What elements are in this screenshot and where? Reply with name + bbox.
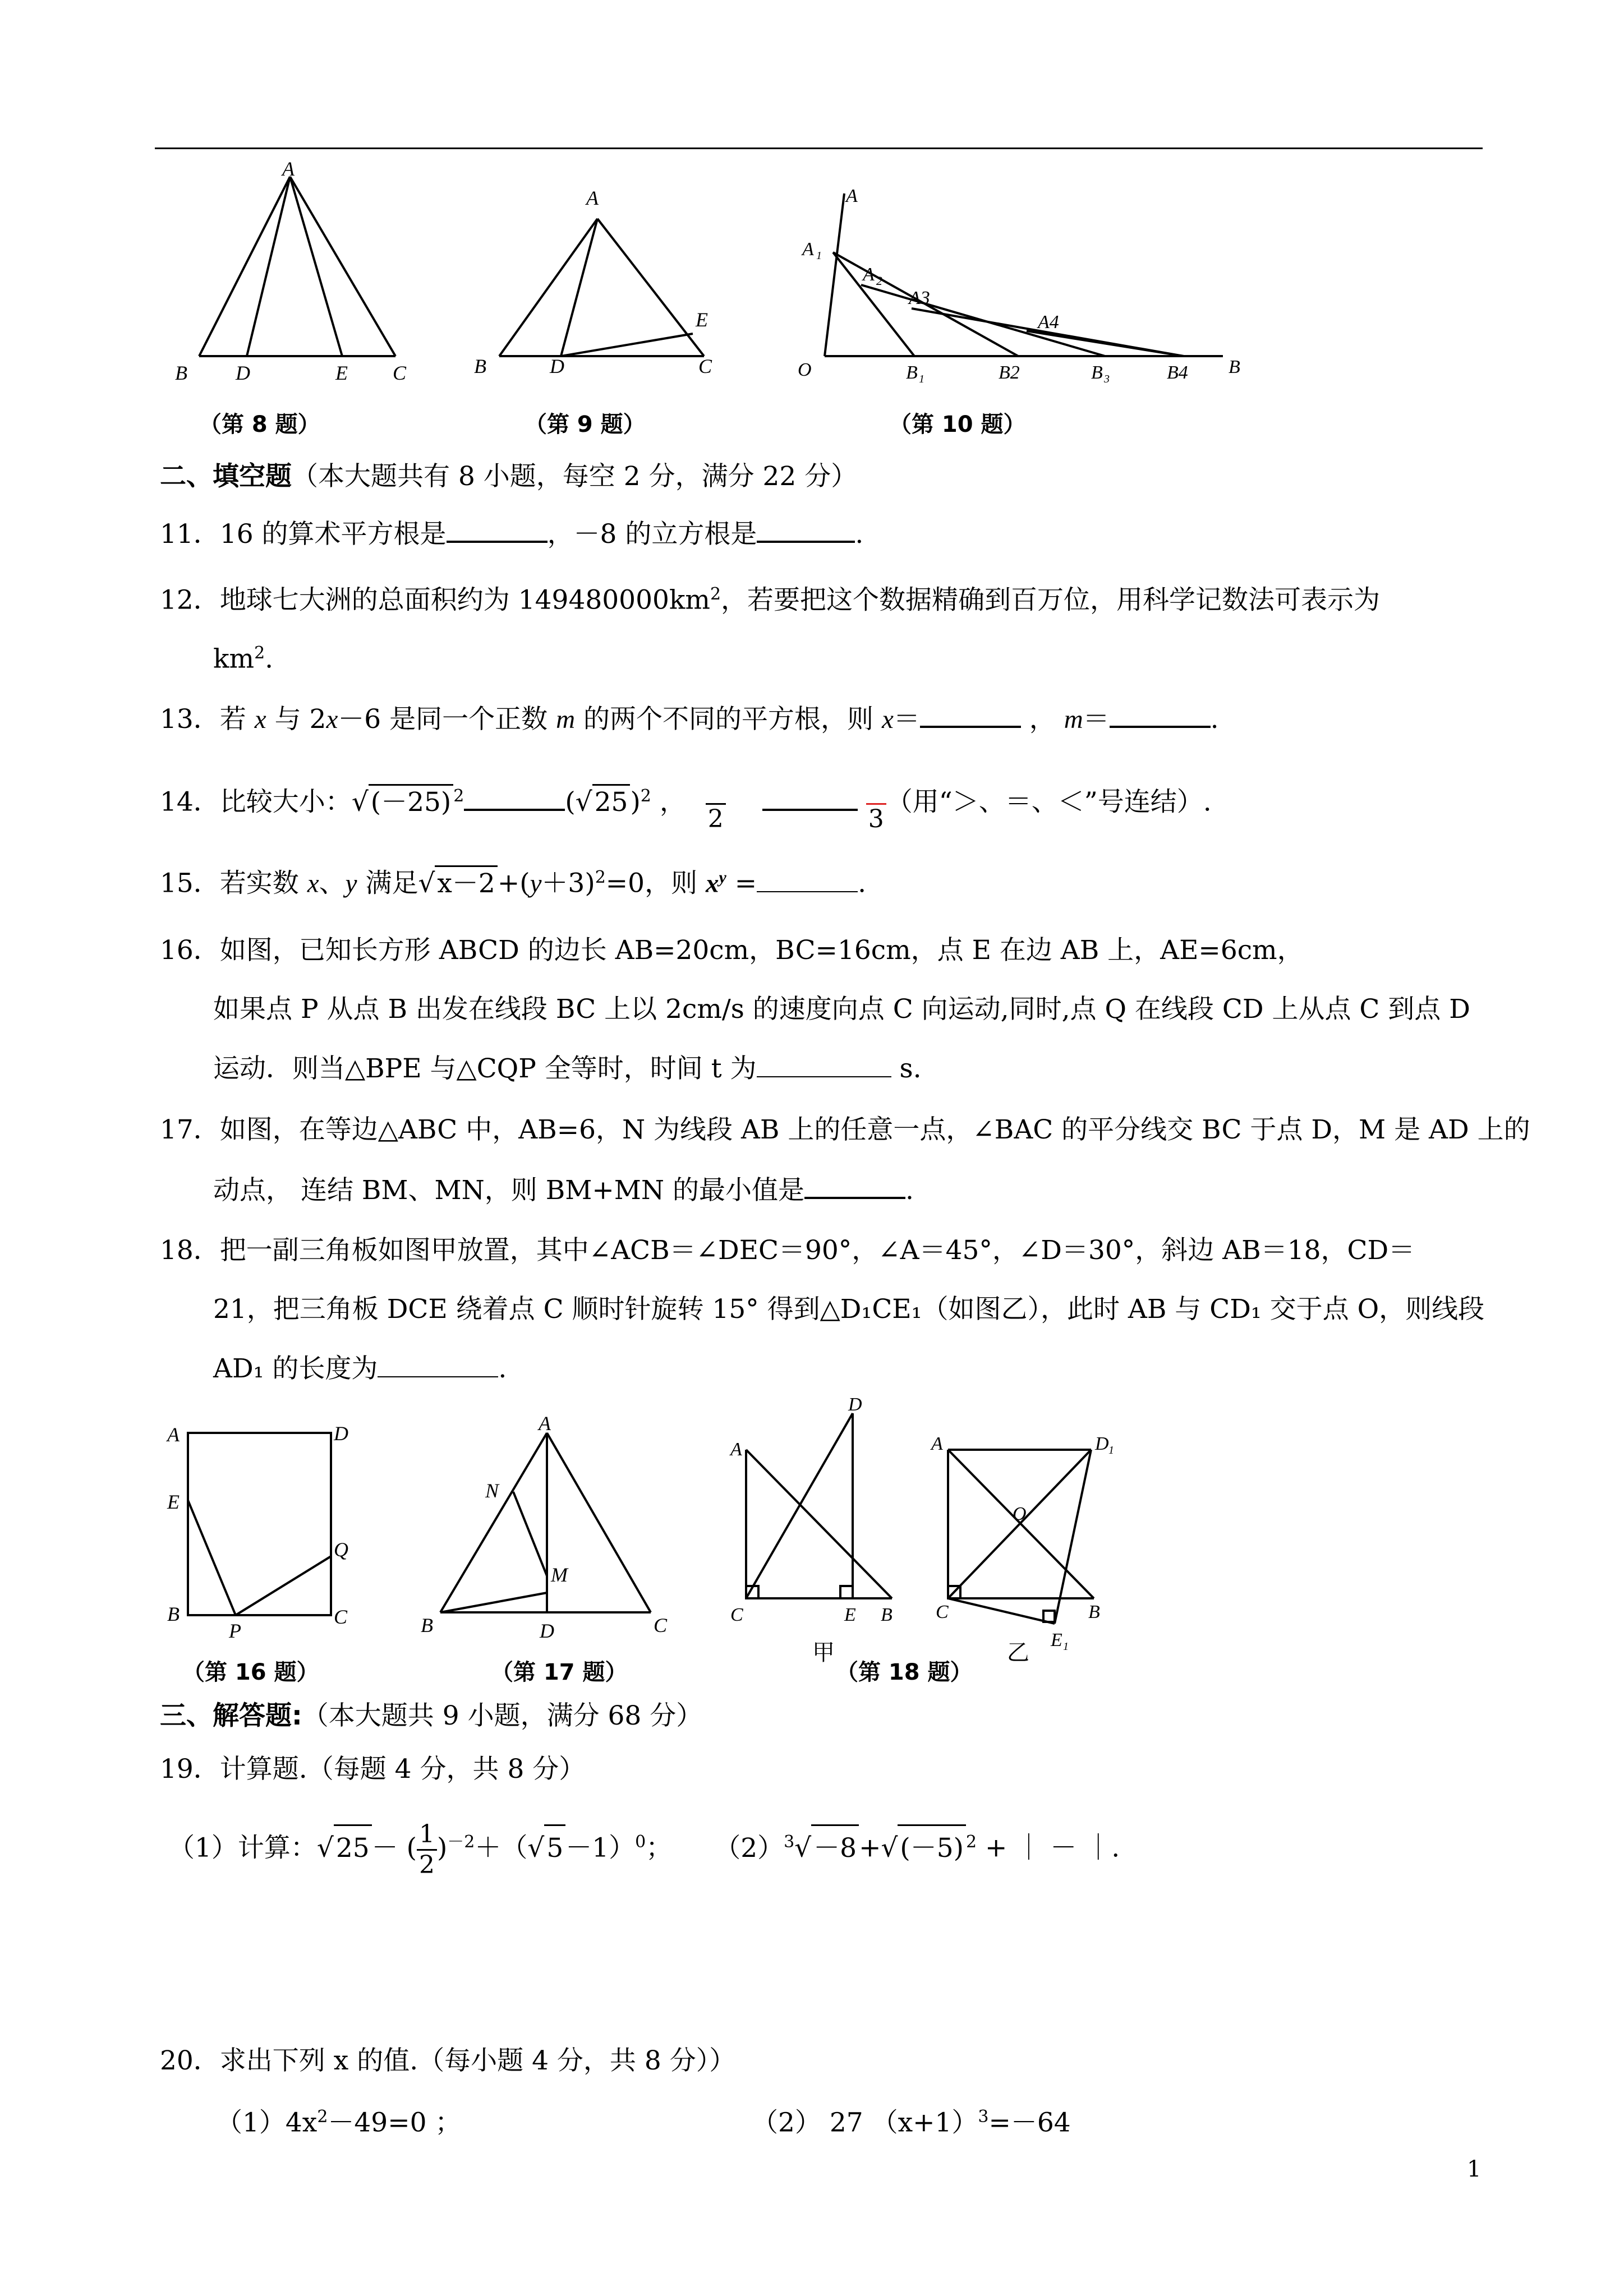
question-16-line2 — [213, 993, 1470, 1026]
q16-text-2: 如果点 P 从点 B 出发在线段 BC 上以 2cm/s 的速度向点 C 向运动,同时,点 Q 在线段 CD 上从点 C 到点 D — [213, 994, 1470, 1025]
svg-text:E: E — [167, 1491, 180, 1513]
svg-text:A4: A4 — [1038, 312, 1059, 333]
q19-text: + ｜ － ｜. — [977, 1832, 1120, 1864]
q18-text-3a: AD₁ 的长度为 — [213, 1353, 378, 1384]
figure-16 — [163, 1408, 376, 1643]
answer-blank[interactable] — [757, 1052, 891, 1077]
caption-fig18: （第 18 题） — [836, 1659, 973, 1685]
q18-text-3b: . — [498, 1353, 507, 1384]
svg-text:C: C — [936, 1602, 949, 1622]
answer-blank[interactable] — [757, 516, 855, 543]
question-12-line2 — [213, 637, 273, 676]
svg-text:C: C — [654, 1614, 668, 1636]
q14-radicand: 25 — [592, 784, 631, 819]
section3-heading — [160, 1699, 702, 1733]
caption-fig18-yi: 乙 — [1007, 1640, 1029, 1666]
q15-text: 若实数 — [219, 868, 307, 899]
question-16-line3 — [213, 1052, 922, 1086]
section3-title: 三、解答题: — [160, 1700, 302, 1731]
q14-text: ， — [651, 786, 686, 818]
svg-text:C: C — [393, 362, 407, 384]
q19-root-index: 3 — [784, 1832, 795, 1852]
q20-sup: 3 — [978, 2107, 989, 2127]
q13-text: . — [1210, 704, 1219, 735]
q15-number: 15． — [160, 868, 220, 899]
answer-blank[interactable] — [757, 866, 858, 892]
q12-sup: 2 — [710, 584, 721, 604]
question-14: 14．比较大小：√(－25) $^2$ $(√25)^2$ ， 2 3 （用“＞、＝、＜”号连结）. — [160, 774, 1212, 834]
q15-radicand: x－2 — [435, 865, 497, 901]
q17-text-2a: 动点， 连结 BM、MN，则 BM+MN 的最小值是 — [213, 1175, 804, 1206]
figure-9 — [471, 179, 740, 393]
question-20-part2 — [752, 2100, 1071, 2140]
q19-sup: 2 — [965, 1832, 977, 1852]
caption-fig9: （第 9 题） — [525, 412, 646, 437]
q12-number: 12． — [160, 584, 220, 616]
section2-heading — [160, 460, 857, 494]
q18-text-1: 把一副三角板如图甲放置，其中∠ACB＝∠DEC＝90°，∠A＝45°，∠D＝30°，斜边 AB＝18，CD＝ — [219, 1235, 1415, 1266]
q15-text: 满足 — [357, 868, 418, 899]
question-11 — [160, 516, 863, 551]
q18-number: 18． — [160, 1235, 220, 1266]
svg-text:E: E — [696, 308, 708, 331]
figure-18-yi — [920, 1424, 1122, 1660]
q12-text-1b: ，若要把这个数据精确到百万位，用科学记数法可表示为 — [721, 584, 1381, 616]
q19-radicand: (－5) — [898, 1824, 966, 1871]
q15-var: y — [530, 869, 542, 898]
q19-denominator: 2 — [418, 1851, 435, 1880]
q14-sup: 2 — [453, 786, 464, 806]
q19-text: －1） — [565, 1832, 636, 1864]
svg-text:Q: Q — [334, 1538, 348, 1561]
question-15: 15．若实数 x、y 满足$√x-2+(y+3)^2=0$，则 $x^y$ = . — [160, 861, 866, 901]
q14-number: 14． — [160, 786, 220, 818]
q16-number: 16． — [160, 935, 220, 966]
svg-text:B: B — [175, 362, 187, 384]
q13-text: ＝ — [893, 704, 920, 735]
answer-blank[interactable] — [447, 516, 548, 543]
svg-text:E: E — [844, 1605, 856, 1625]
answer-blank[interactable] — [1110, 701, 1211, 728]
svg-text:D: D — [236, 362, 250, 384]
svg-text:D: D — [550, 355, 564, 377]
question-17 — [160, 1113, 1530, 1147]
svg-text:B: B — [167, 1603, 180, 1625]
q11-text-b: ，－8 的立方根是 — [547, 519, 757, 550]
q15-base: x — [706, 869, 719, 898]
caption-fig8: （第 8 题） — [199, 412, 320, 437]
q12-text-2: km — [213, 643, 255, 675]
q14-sup: 2 — [640, 786, 651, 806]
svg-text:O: O — [1013, 1504, 1027, 1524]
svg-text:A3: A3 — [909, 288, 930, 308]
q13-var-m: m — [1064, 705, 1083, 734]
question-20-part1 — [216, 2100, 461, 2140]
q15-exponent: y — [719, 868, 726, 887]
q14-fraction-2 — [866, 774, 886, 834]
q19-part1-label: （1）计算： — [168, 1832, 317, 1864]
q17-number: 17． — [160, 1114, 220, 1145]
svg-text:A: A — [167, 1423, 180, 1446]
section3-note: （本大题共 9 小题，满分 68 分） — [302, 1700, 703, 1731]
svg-text:E: E — [335, 362, 348, 384]
q13-var-x: x — [881, 705, 894, 734]
answer-blank[interactable] — [378, 1352, 498, 1377]
q15-text: = — [726, 868, 757, 899]
q14-denominator: 3 — [868, 805, 884, 833]
q13-text: －6 是同一个正数 — [338, 704, 556, 735]
q20-text: 20．求出下列 x 的值.（每小题 4 分，共 8 分）） — [160, 2045, 736, 2076]
q11-number: 11． — [160, 519, 220, 550]
answer-blank[interactable] — [804, 1172, 905, 1199]
q13-var-x: x — [254, 705, 266, 734]
q16-text-3b: s. — [891, 1053, 922, 1084]
question-18-line2 — [213, 1293, 1484, 1326]
question-13 — [160, 701, 1219, 736]
svg-text:B: B — [906, 362, 918, 383]
svg-text:A: A — [863, 264, 875, 285]
question-18-line3 — [213, 1352, 507, 1386]
q15-text: . — [858, 868, 867, 899]
q19-radicand: 5 — [544, 1824, 565, 1871]
svg-text:D: D — [540, 1620, 554, 1642]
svg-text:D: D — [334, 1422, 348, 1445]
svg-text:B: B — [1229, 357, 1240, 377]
svg-text:C: C — [730, 1605, 743, 1625]
svg-text:A: A — [539, 1412, 551, 1435]
q19-sup: －2 — [447, 1832, 475, 1852]
svg-text:N: N — [485, 1479, 499, 1502]
q20-part2b: =－64 — [988, 2107, 1071, 2138]
q13-var-m: m — [556, 705, 576, 734]
q13-text: 若 — [219, 704, 255, 735]
q13-text: ， — [1020, 704, 1064, 735]
svg-text:E: E — [1051, 1630, 1062, 1650]
svg-text:D: D — [848, 1394, 862, 1415]
section2-note: （本大题共有 8 小题，每空 2 分，满分 22 分） — [292, 461, 858, 492]
q19-text: 19．计算题.（每题 4 分，共 8 分） — [160, 1754, 586, 1785]
header-rule — [155, 147, 1483, 149]
figure-10 — [780, 179, 1257, 393]
q13-var-x: x — [326, 705, 338, 734]
q15-sup: 2 — [595, 868, 606, 887]
svg-text:A: A — [846, 186, 858, 206]
svg-text:B4: B4 — [1167, 362, 1188, 383]
q15-var: x — [307, 869, 319, 898]
section2-title: 二、填空题 — [160, 461, 292, 492]
q14-text: ) — [630, 786, 641, 818]
svg-text:P: P — [229, 1620, 241, 1642]
q19-text: + — [859, 1832, 881, 1864]
answer-blank[interactable] — [920, 701, 1021, 728]
svg-text:B: B — [1088, 1602, 1100, 1622]
svg-text:B: B — [474, 355, 486, 377]
q19-radicand: 25 — [334, 1824, 372, 1871]
q19-text: ＋（ — [475, 1832, 528, 1864]
q13-text: ＝ — [1083, 704, 1110, 735]
svg-text:1: 1 — [1063, 1640, 1069, 1653]
q13-text: 的两个不同的平方根，则 — [575, 704, 882, 735]
page-number: 1 — [1467, 2156, 1482, 2182]
svg-text:M: M — [551, 1564, 568, 1586]
svg-text:A: A — [282, 158, 295, 180]
svg-text:D: D — [1095, 1433, 1109, 1454]
caption-fig10: （第 10 题） — [889, 412, 1026, 437]
svg-text:A: A — [931, 1433, 943, 1454]
answer-blank[interactable] — [464, 784, 565, 811]
q13-text: 与 2 — [266, 704, 326, 735]
figure-18-jia — [718, 1396, 909, 1654]
svg-text:B2: B2 — [999, 362, 1020, 383]
q15-text: ＋3) — [541, 868, 595, 899]
svg-text:B: B — [421, 1614, 433, 1636]
svg-text:1: 1 — [919, 373, 924, 385]
q14-text: ( — [565, 786, 576, 818]
caption-fig16: （第 16 题） — [182, 1659, 319, 1685]
q19-radicand: －8 — [811, 1824, 859, 1871]
q18-text-2: 21，把三角板 DCE 绕着点 C 顺时针旋转 15° 得到△D₁CE₁（如图乙），此时 AB 与 CD₁ 交于点 O，则线段 — [213, 1294, 1485, 1325]
q19-text: ) — [436, 1832, 448, 1864]
q15-var: y — [345, 869, 357, 898]
question-19 — [160, 1753, 585, 1786]
q11-text-c: . — [855, 519, 864, 550]
q14-text: 比较大小： — [219, 786, 352, 818]
svg-text:A: A — [586, 187, 599, 209]
svg-text:B: B — [1091, 362, 1103, 383]
question-18 — [160, 1234, 1415, 1267]
svg-text:O: O — [798, 359, 812, 380]
q16-text-1: 如图，已知长方形 ABCD 的边长 AB=20cm，BC=16cm，点 E 在边 AB 上，AE=6cm， — [219, 935, 1304, 966]
question-16 — [160, 934, 1304, 967]
q19-text: ； — [646, 1832, 673, 1864]
question-17-line2 — [213, 1172, 914, 1207]
q19-sup: 0 — [635, 1832, 646, 1852]
caption-fig17: （第 17 题） — [491, 1659, 628, 1685]
q15-text: +( — [497, 868, 530, 899]
svg-text:B: B — [881, 1605, 892, 1625]
caption-fig18-jia: 甲 — [812, 1640, 835, 1666]
q20-part1b: －49=0 ； — [328, 2107, 462, 2138]
q12-text-2-end: . — [265, 643, 274, 675]
svg-text:C: C — [698, 355, 712, 377]
svg-text:3: 3 — [1104, 373, 1110, 385]
question-19-parts: （1）计算：√25－ ( $\frac{1}{2}$ )$^{-2}+(√5-1)^0$； $(2)^3√-8+√(-5) ^2$ + ｜ － ｜. — [168, 1820, 1120, 1880]
q14-fraction-1 — [706, 774, 726, 834]
q14-text-tail: （用“＞、＝、＜”号连结）. — [886, 786, 1212, 818]
svg-text:1: 1 — [816, 250, 822, 262]
q16-text-3a: 运动．则当△BPE 与△CQP 全等时，时间 t 为 — [213, 1053, 757, 1084]
answer-blank[interactable] — [762, 784, 858, 811]
q17-text-2b: . — [905, 1175, 914, 1206]
svg-text:1: 1 — [1108, 1444, 1114, 1456]
q19-numerator: 1 — [417, 1820, 437, 1851]
q13-number: 13． — [160, 704, 220, 735]
q14-denominator: 2 — [707, 805, 724, 833]
svg-text:A: A — [730, 1439, 742, 1460]
q19-fraction — [417, 1820, 437, 1880]
q12-sup2: 2 — [254, 643, 265, 663]
q14-radicand: (－25) — [369, 784, 453, 819]
q19-text: － ( — [371, 1832, 417, 1864]
q20-part1: （1）4x — [216, 2107, 318, 2138]
q19-part2-label: （2） — [714, 1832, 784, 1864]
figure-8 — [168, 160, 426, 395]
q15-text: 、 — [319, 868, 346, 899]
q15-text: =0，则 — [605, 868, 706, 899]
q12-text-1: 地球七大洲的总面积约为 149480000km — [219, 584, 710, 616]
svg-text:A: A — [802, 239, 814, 260]
q11-text-a: 16 的算术平方根是 — [219, 519, 447, 550]
figure-17 — [415, 1408, 696, 1649]
question-12 — [160, 578, 1380, 617]
question-20 — [160, 2044, 735, 2078]
q17-text-1: 如图，在等边△ABC 中，AB=6，N 为线段 AB 上的任意一点，∠BAC 的平分线交 BC 于点 D，M 是 AD 上的 — [219, 1114, 1530, 1145]
q20-sup: 2 — [317, 2107, 328, 2127]
svg-text:C: C — [334, 1606, 348, 1628]
svg-text:2: 2 — [876, 274, 882, 288]
q20-part2: （2） 27 （x+1） — [752, 2107, 978, 2138]
